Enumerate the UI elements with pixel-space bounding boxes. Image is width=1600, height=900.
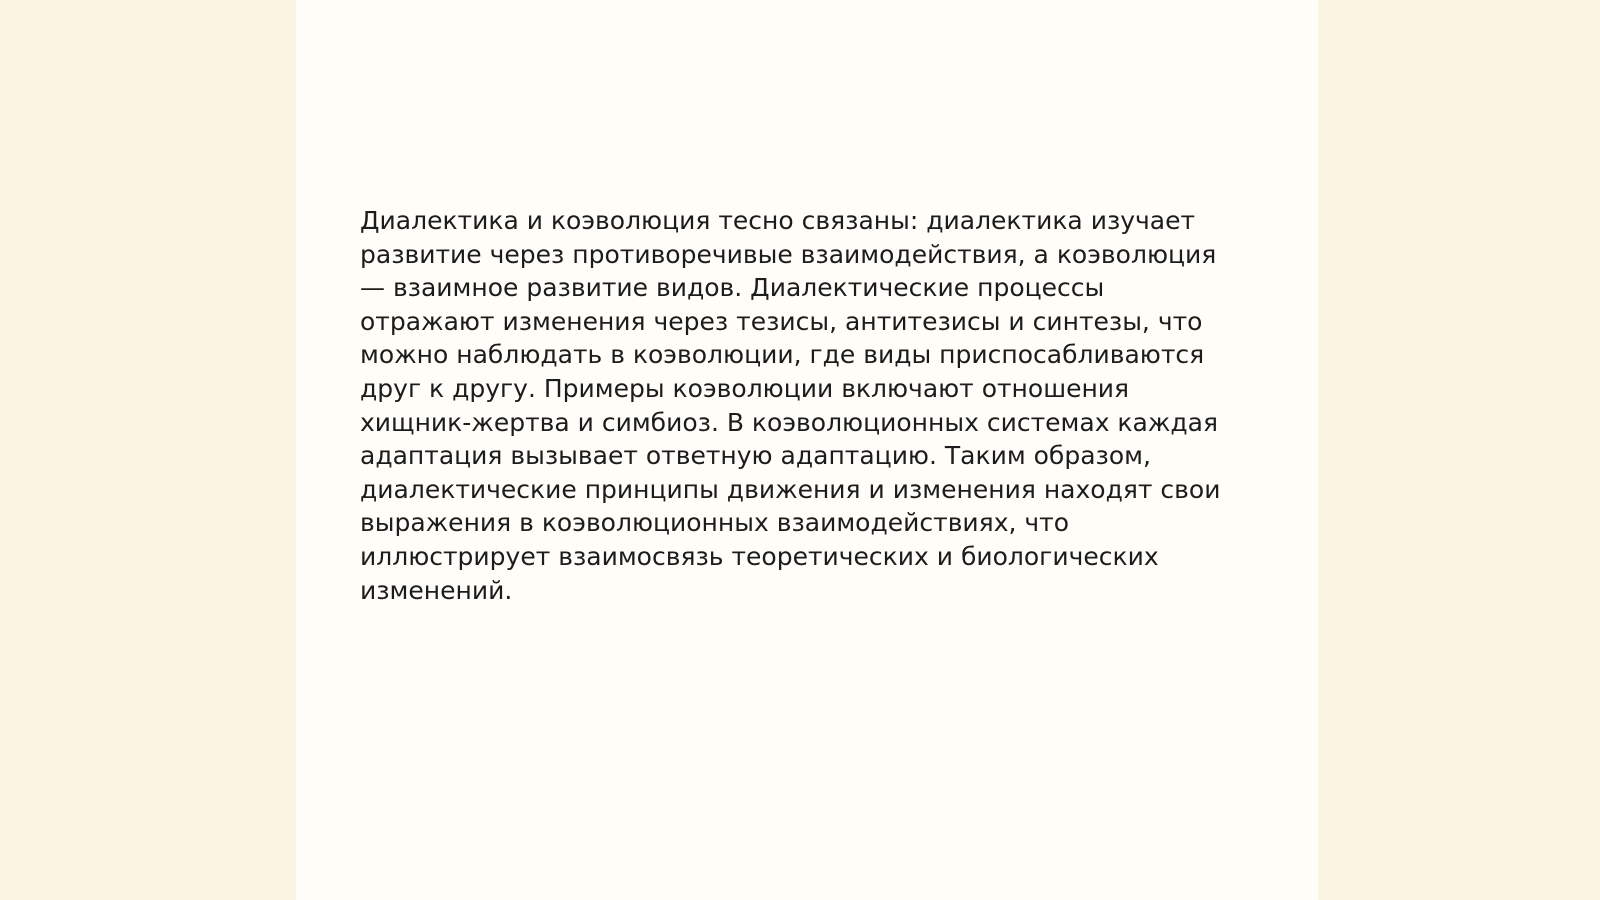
slide-body-text: Диалектика и коэволюция тесно связаны: диалектика изучает развитие через противоречивые взаимодействия, а коэволюция — взаимное развитие видов. Диалектические процессы отражают изменения через тезисы, антитезисы и синтезы, что можно наблюдать в коэволюции, где виды приспосабливаются друг к другу. Примеры коэволюции включают отношения хищник-жертва и симбиоз. В коэволюционных системах каждая адаптация вызывает ответную адаптацию. Таким образом, диалектические принципы движения и изменения находят свои выражения в коэволюционных взаимодействиях, что иллюстрирует взаимосвязь теоретических и биологических изменений. bbox=[360, 206, 1221, 605]
slide-canvas bbox=[296, 0, 1318, 900]
